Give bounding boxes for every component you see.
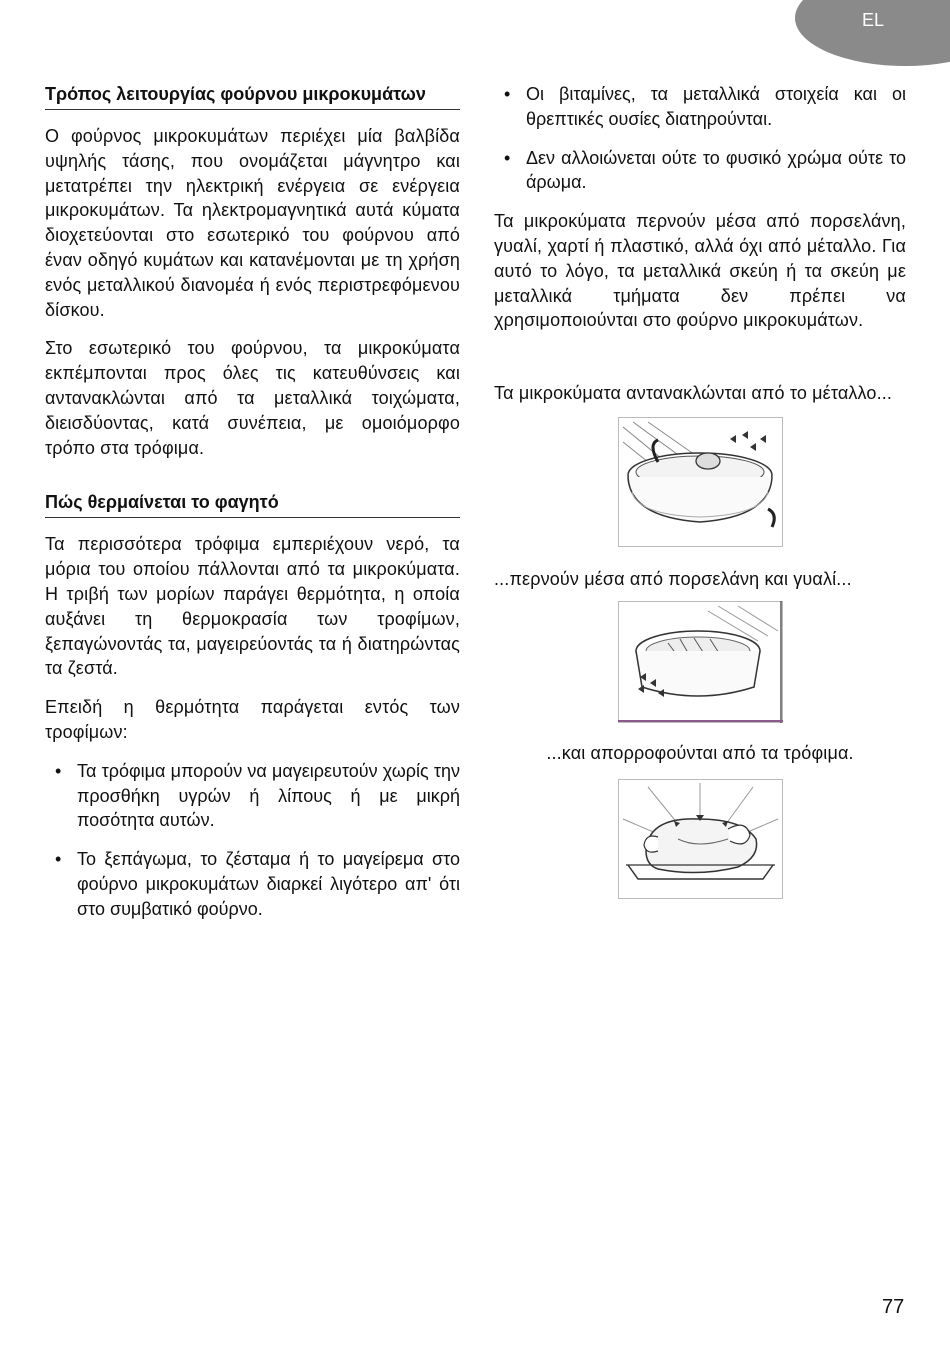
- language-tab: [795, 0, 950, 66]
- list-item: • Τα τρόφιμα μπορούν να μαγειρευτούν χωρίς την προσθήκη υγρών ή λίπους ή με μικρή ποσότητα αυτών.: [45, 759, 460, 833]
- caption-porcelain: ...περνούν μέσα από πορσελάνη και γυαλί...: [494, 569, 852, 590]
- language-label: EL: [862, 10, 885, 30]
- benefits-list: [45, 759, 460, 922]
- left-column: [45, 82, 460, 936]
- food-absorption-illustration: [618, 779, 783, 899]
- paragraph-materials: Τα μικροκύματα περνούν μέσα από πορσελάνη, γυαλί, χαρτί ή πλαστικό, αλλά όχι από μέταλλο. Για αυτό το λόγο, τα μεταλλικά σκεύη ή τα σκεύη με μεταλλικά τμήματα δεν πρέπει να χρησιμοποιούνται στο φούρνο μικροκυμάτων.: [494, 211, 906, 331]
- paragraph-reflection: Στο εσωτερικό του φούρνου, τα μικροκύματα εκπέμπονται προς όλες τις κατευθύνσεις και αντανακλώνται από τα μεταλλικά τοιχώματα, διεισδύοντας, κατά συνέπεια, με ομοιόμορφο τρόπο στα τρόφιμα.: [45, 338, 460, 458]
- glass-dish-illustration: [618, 601, 783, 723]
- metal-pot-illustration: [618, 417, 783, 547]
- list-item: • Δεν αλλοιώνεται ούτε το φυσικό χρώμα ούτε το άρωμα.: [494, 146, 906, 196]
- list-item: • Το ξεπάγωμα, το ζέσταμα ή το μαγείρεμα στο φούρνο μικροκυμάτων διαρκεί λιγότερο απ' ότι στο συμβατικό φούρνο.: [45, 847, 460, 921]
- paragraph-heat-inside: Επειδή η θερμότητα παράγεται εντός των τροφίμων:: [45, 697, 460, 742]
- caption-metal: Τα μικροκύματα αντανακλώνται από το μέταλλο...: [494, 383, 893, 404]
- paragraph-molecules: Τα περισσότερα τρόφιμα εμπεριέχουν νερό, τα μόρια του οποίου πάλλονται από τα μικροκύματα. Η τριβή των μορίων παράγει θερμότητα, η οποία αυξάνει τη θερμοκρασία των τροφίμων, ξεπαγώνοντάς τα, μαγειρεύοντάς τα ή διατηρώντας τα ζεστά.: [45, 534, 460, 679]
- paragraph-magnetron: Ο φούρνος μικροκυμάτων περιέχει μία βαλβίδα υψηλής τάσης, που ονομάζεται μάγνητρο και μετατρέπει την ηλεκτρική ενέργεια σε ενέργεια μικροκυμάτων. Τα ηλεκτρομαγνητικά αυτά κύματα διοχετεύονται στο εσωτερικό του φούρνου από έναν οδηγό κυμάτων και κατανέμονται με τη χρήση ενός μεταλλικού διανομέα ή ενός περιστρεφόμενου δίσκου.: [45, 126, 460, 320]
- caption-food: ...και απορροφούνται από τα τρόφιμα.: [546, 743, 854, 764]
- page-number: 77: [882, 1296, 905, 1318]
- right-column: [494, 82, 906, 899]
- list-item: • Οι βιταμίνες, τα μεταλλικά στοιχεία και οι θρεπτικές ουσίες διατηρούνται.: [494, 82, 906, 132]
- section-title-operation: Τρόπος λειτουργίας φούρνου μικροκυμάτων: [45, 82, 460, 110]
- preservation-list: [494, 82, 906, 195]
- section-title-heating: Πώς θερμαίνεται το φαγητό: [45, 490, 460, 518]
